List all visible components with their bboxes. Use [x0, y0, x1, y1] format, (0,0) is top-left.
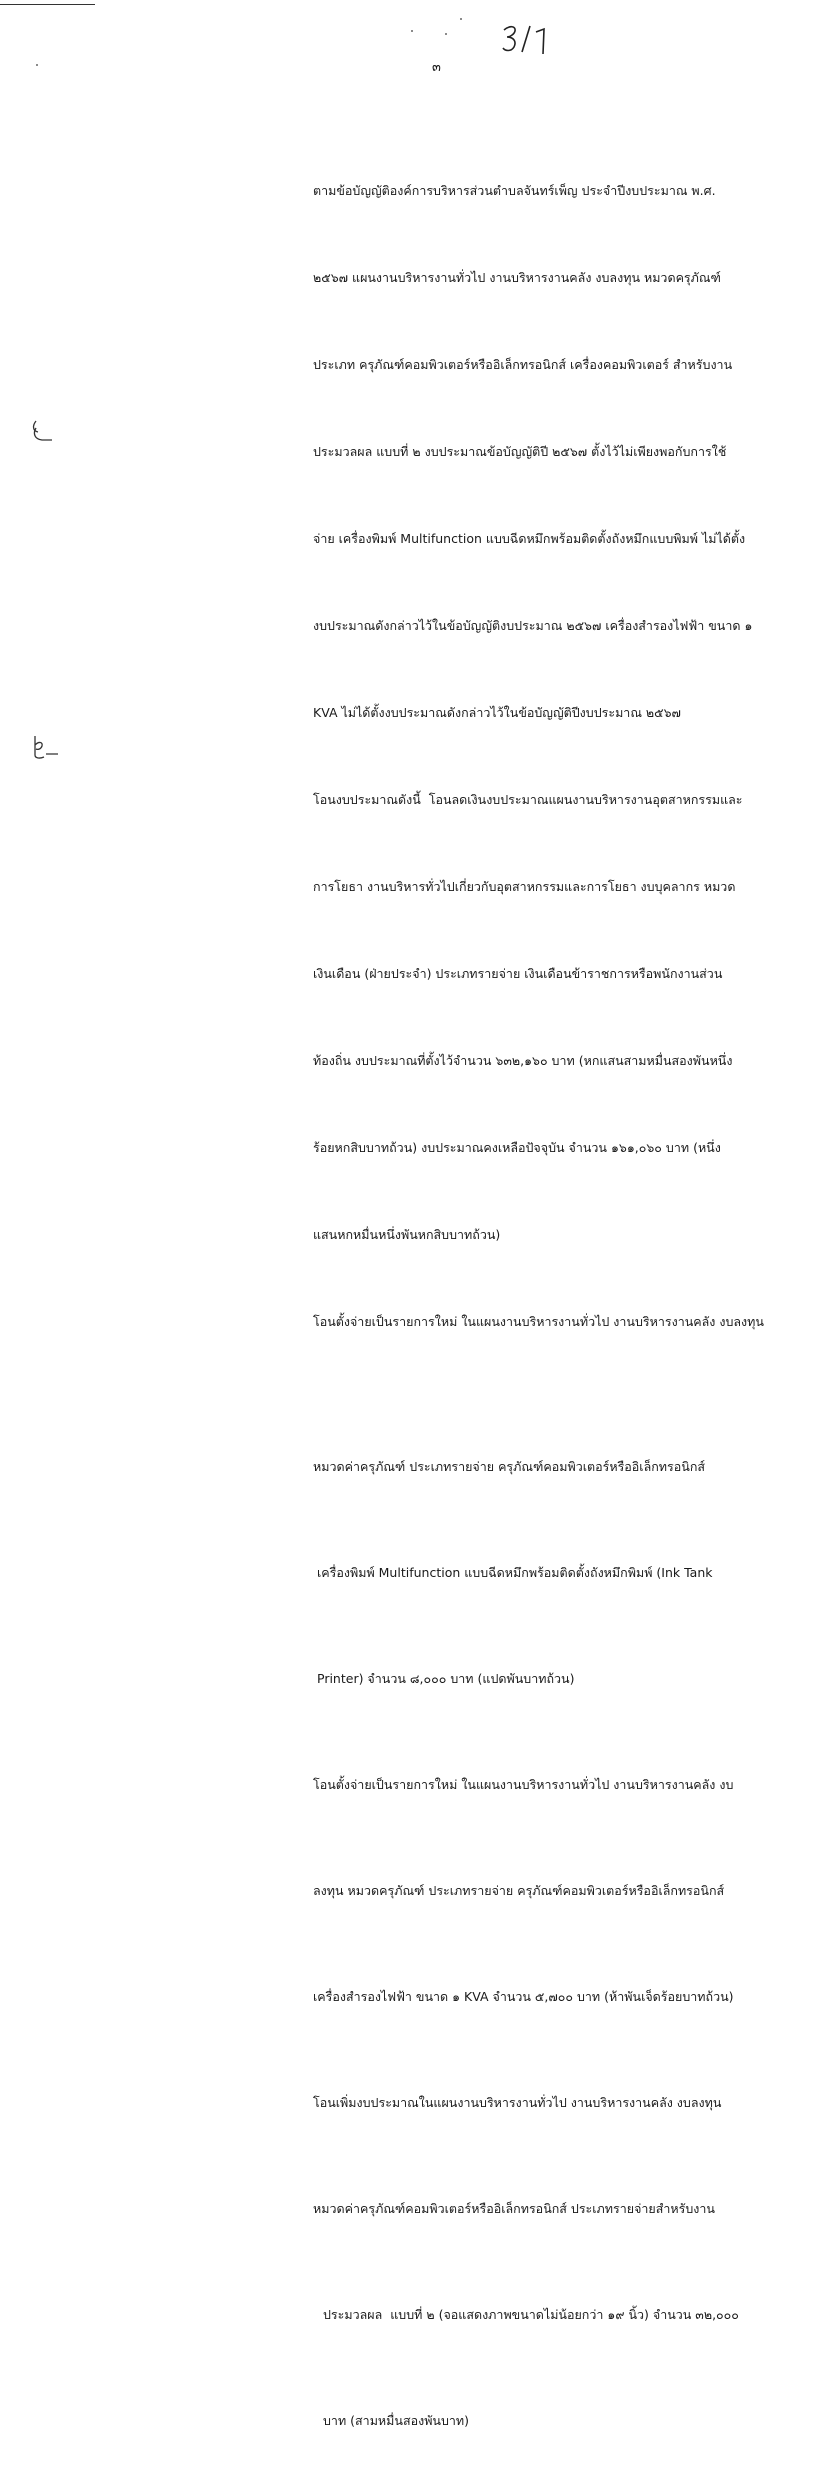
- body-line: โอนตั้งจ่ายเป็นรายการใหม่ ในแผนงานบริหารงานทั่วไป งานบริหารงานคลัง งบ: [313, 1777, 734, 1792]
- body-line: หมวดค่าครุภัณฑ์คอมพิวเตอร์หรืออิเล็กทรอนิกส์ ประเภทรายจ่ายสำหรับงาน: [313, 2201, 715, 2216]
- body-line: บาท (สามหมื่นสองพันบาท): [323, 2413, 470, 2428]
- body-line: จ่าย เครื่องพิมพ์ Multifunction แบบฉีดหมึกพร้อมติดตั้งถังหมึกแบบพิมพ์ ไม่ได้ตั้ง: [313, 531, 746, 546]
- body-line: ประมวลผล แบบที่ ๒ งบประมาณข้อบัญญัติปี ๒๕๖๗ ตั้งไว้ไม่เพียงพอกับการใช้: [313, 444, 727, 459]
- body-line: Printer) จำนวน ๘,๐๐๐ บาท (แปดพันบาทถ้วน): [317, 1671, 575, 1686]
- body-line: ร้อยหกสิบบาทถ้วน) งบประมาณคงเหลือปัจจุบัน จำนวน ๑๖๑,๐๖๐ บาท (หนึ่ง: [313, 1140, 721, 1155]
- scan-edge-line: [0, 4, 95, 5]
- scan-speck: [36, 64, 38, 66]
- body-line: งบประมาณดังกล่าวไว้ในข้อบัญญัติงบประมาณ ๒๕๖๗ เครื่องสำรองไฟฟ้า ขนาด ๑: [313, 618, 753, 633]
- body-line: โอนเพิ่มงบประมาณในแผนงานบริหารงานทั่วไป งานบริหารงานคลัง งบลงทุน: [313, 2095, 722, 2110]
- body-line: หมวดค่าครุภัณฑ์ ประเภทรายจ่าย ครุภัณฑ์คอมพิวเตอร์หรืออิเล็กทรอนิกส์: [313, 1459, 706, 1474]
- document-body: [313, 118, 803, 2474]
- body-line: ลงทุน หมวดครุภัณฑ์ ประเภทรายจ่าย ครุภัณฑ์คอมพิวเตอร์หรืออิเล็กทรอนิกส์: [313, 1883, 725, 1898]
- scan-speck: [445, 33, 447, 35]
- body-line: ๒๕๖๗ แผนงานบริหารงานทั่วไป งานบริหารงานคลัง งบลงทุน หมวดครุภัณฑ์: [313, 270, 721, 285]
- body-line: การโยธา งานบริหารทั่วไปเกี่ยวกับอุตสาหกรรมและการโยธา งบบุคลากร หมวด: [313, 879, 736, 894]
- body-line: แสนหกหมื่นหนึ่งพันหกสิบบาทถ้วน): [313, 1227, 501, 1242]
- page-number: ๓: [432, 60, 441, 75]
- handwritten-margin-mark: [30, 418, 60, 448]
- handwritten-page-annotation: [500, 22, 580, 60]
- scan-speck: [460, 18, 462, 20]
- scan-speck: [411, 30, 413, 32]
- handwritten-margin-mark: [30, 733, 64, 767]
- body-line: ประเภท ครุภัณฑ์คอมพิวเตอร์หรืออิเล็กทรอนิกส์ เครื่องคอมพิวเตอร์ สำหรับงาน: [313, 357, 733, 372]
- body-line: ตามข้อบัญญัติองค์การบริหารส่วนตำบลจันทร์เพ็ญ ประจำปีงบประมาณ พ.ศ.: [313, 183, 716, 198]
- body-line: โอนงบประมาณดังนี้ โอนลดเงินงบประมาณแผนงานบริหารงานอุตสาหกรรมและ: [313, 792, 743, 807]
- body-line: โอนตั้งจ่ายเป็นรายการใหม่ ในแผนงานบริหารงานทั่วไป งานบริหารงานคลัง งบลงทุน: [313, 1314, 764, 1329]
- body-line: ท้องถิ่น งบประมาณที่ตั้งไว้จำนวน ๖๓๒,๑๖๐ บาท (หกแสนสามหมื่นสองพันหนึ่ง: [313, 1053, 733, 1068]
- body-line: ประมวลผล แบบที่ ๒ (จอแสดงภาพขนาดไม่น้อยกว่า ๑๙ นิ้ว) จำนวน ๓๒,๐๐๐: [323, 2307, 739, 2322]
- body-line: เครื่องสำรองไฟฟ้า ขนาด ๑ KVA จำนวน ๕,๗๐๐ บาท (ห้าพันเจ็ดร้อยบาทถ้วน): [313, 1989, 734, 2004]
- body-line: เงินเดือน (ฝ่ายประจำ) ประเภทรายจ่าย เงินเดือนข้าราชการหรือพนักงานส่วน: [313, 966, 723, 981]
- body-line: เครื่องพิมพ์ Multifunction แบบฉีดหมึกพร้อมติดตั้งถังหมึกพิมพ์ (Ink Tank: [317, 1565, 713, 1580]
- body-line: KVA ไม่ได้ตั้งงบประมาณดังกล่าวไว้ในข้อบัญญัติปีงบประมาณ ๒๕๖๗: [313, 705, 681, 720]
